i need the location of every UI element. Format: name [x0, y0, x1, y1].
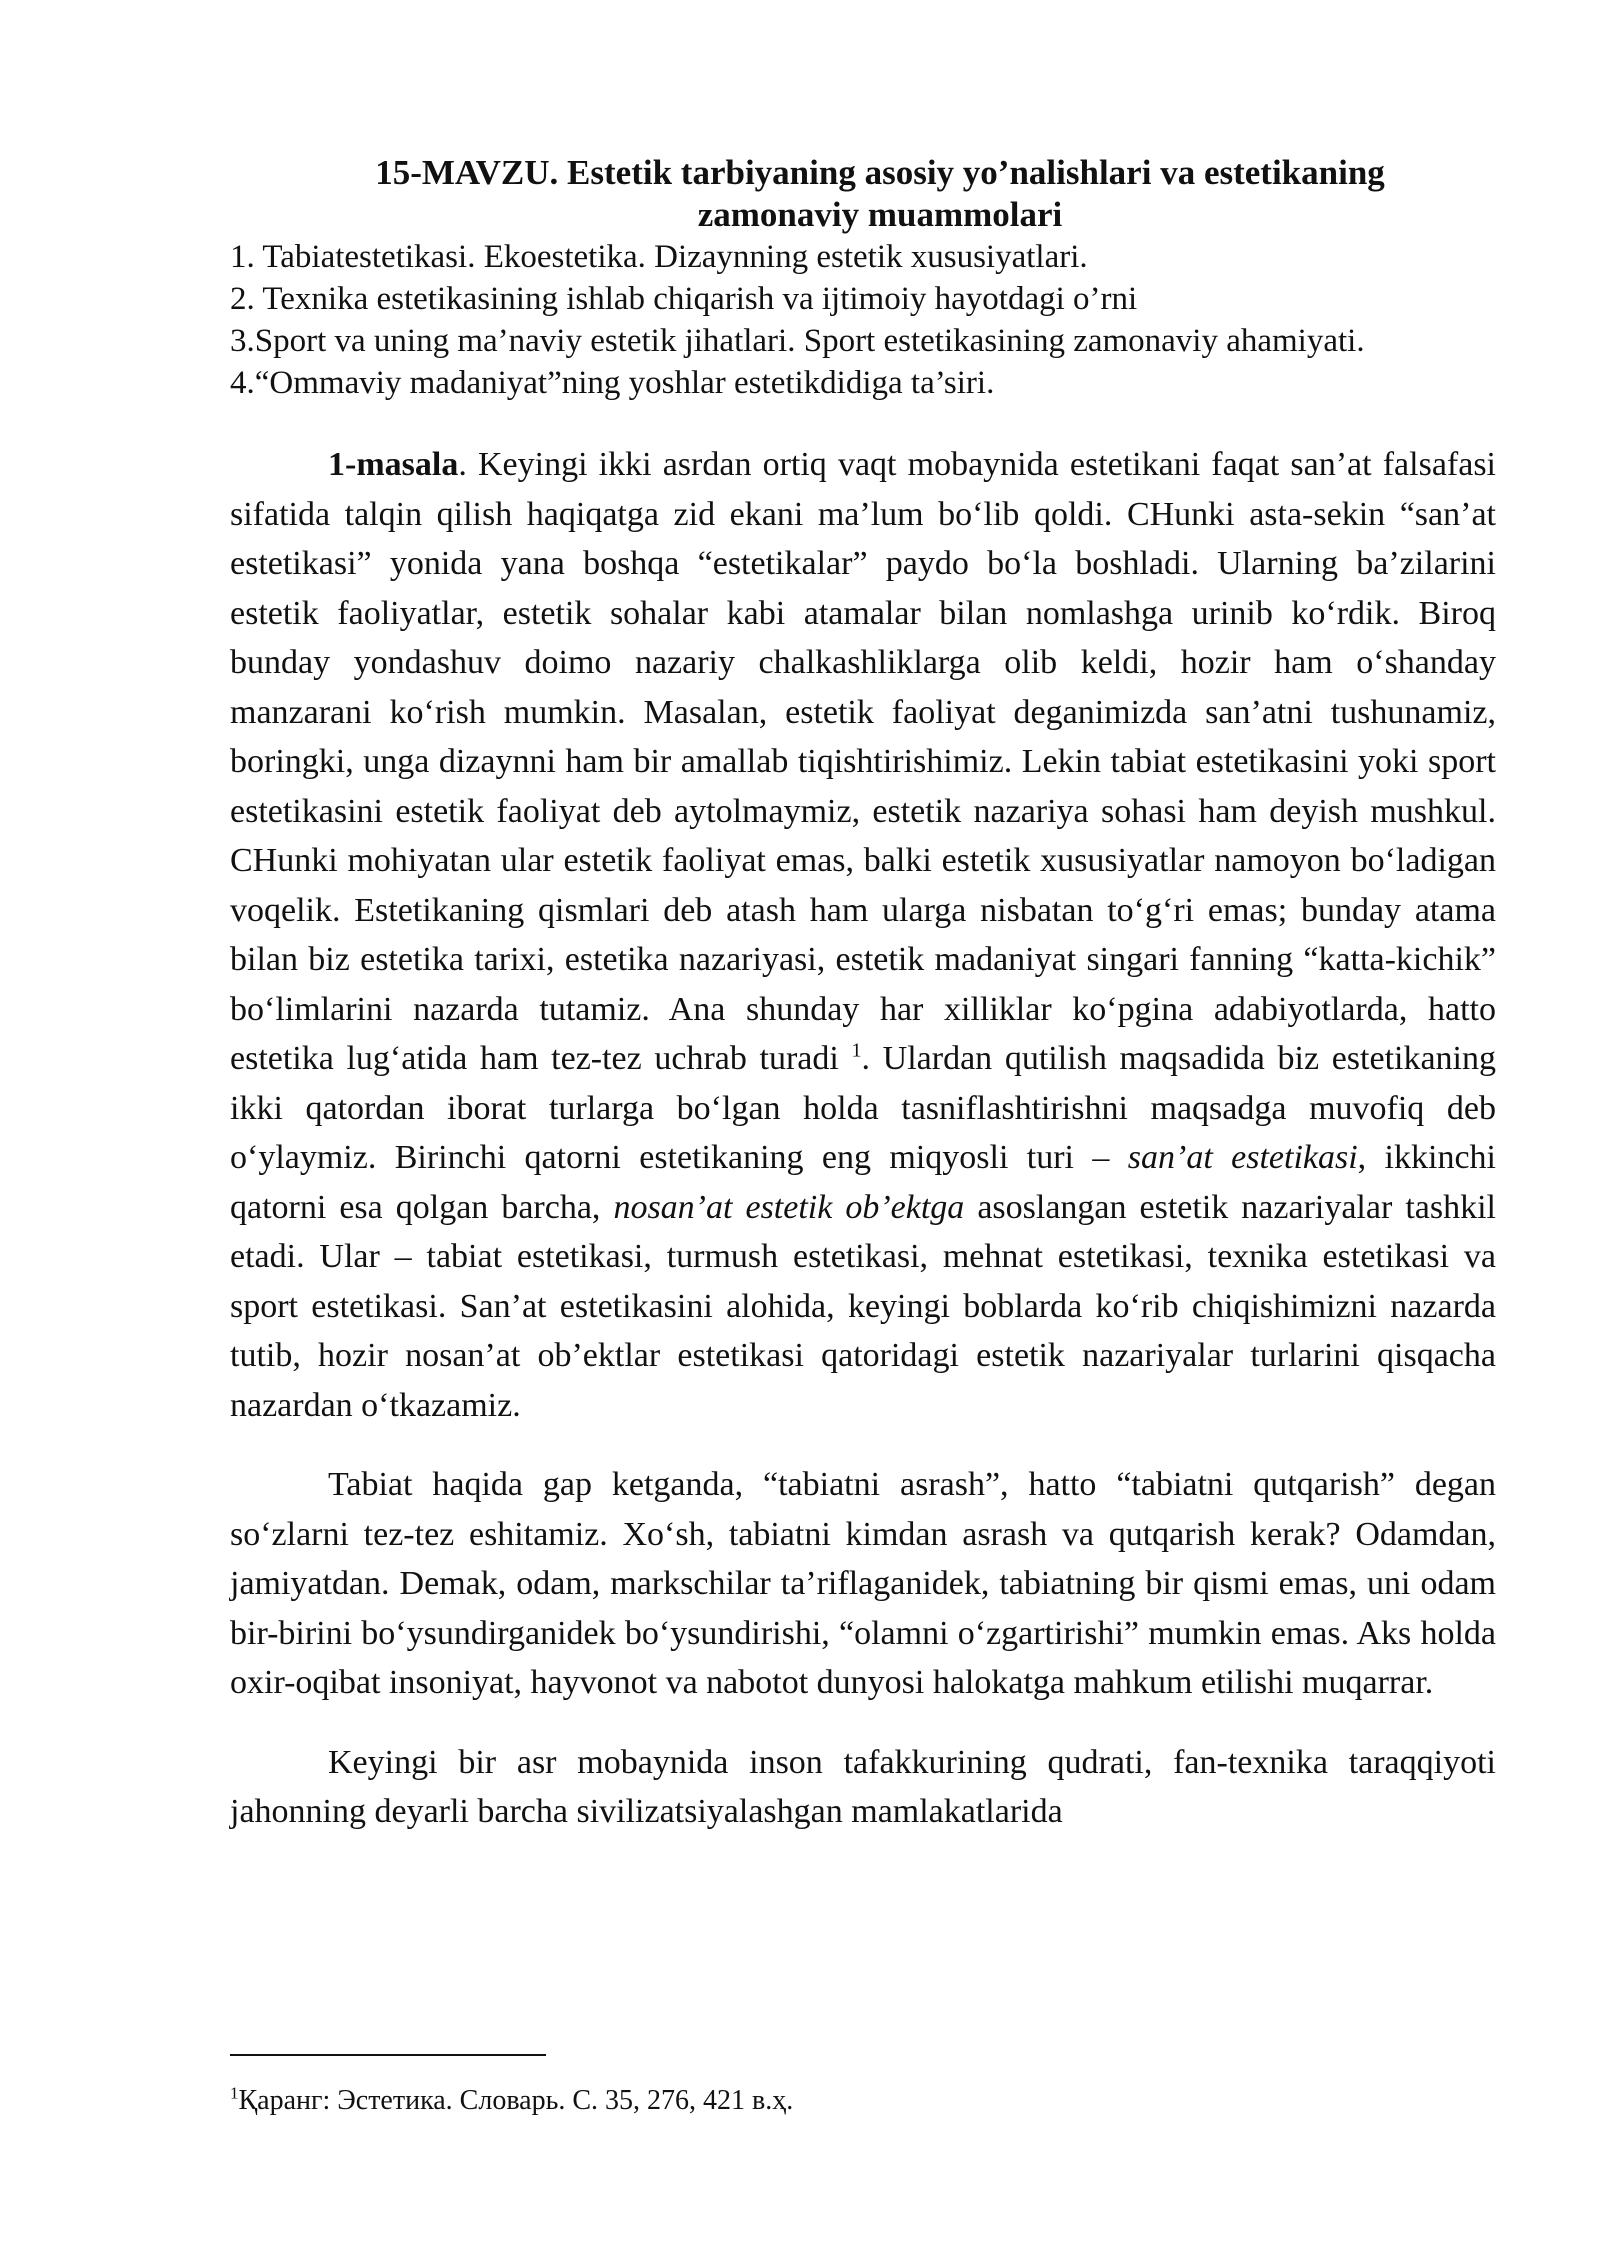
topic-outline — [230, 236, 1496, 404]
paragraph-1 — [230, 440, 1496, 1430]
paragraph-1-lead: 1-masala — [328, 446, 459, 483]
footnote — [230, 2084, 793, 2118]
paragraph-1-text-c: , ikkinchi qatorni esa qolgan barcha, — [230, 1139, 1496, 1226]
outline-item-1: 1. Tabiatestetikasi. Ekoestetika. Dizaynning estetik xususiyatlari. — [230, 239, 1088, 275]
paragraph-1-text-b: . Ulardan qutilish maqsadida biz estetikaning ikki qatordan iborat turlarga bo‘lgan holda tasniflashtirishni maqsadga muvofiq deb o‘ylaymiz. Birinchi qatorni estetikaning eng miqyosli turi – — [230, 1040, 1496, 1176]
title-line-1: 15-MAVZU. Estetik tarbiyaning asosiy yo’nalishlari va estetikaning — [375, 153, 1385, 192]
title-line-2: zamonaviy muammolari — [697, 195, 1063, 234]
paragraph-2: Tabiat haqida gap ketganda, “tabiatni asrash”, hatto “tabiatni qutqarish” degan so‘zlarni tez-tez eshitamiz. Xo‘sh, tabiatni kimdan asrash va qutqarish kerak? Odamdan, jamiyatdan. Demak, odam, markschilar ta’riflaganidek, tabiatning bir qismi emas, uni odam bir-birini bo‘ysundirganidek bo‘ysundirishi, “olamni o‘zgartirishi” mumkin emas. Aks holda oxir-oqibat insoniyat, hayvonot va nabotot dunyosi halokatga mahkum etilishi muqarrar. — [230, 1466, 1496, 1701]
paragraph-1-italic-1: san’at estetikasi — [1127, 1139, 1358, 1176]
paragraph-1-italic-2: nosan’at estetik ob’ektga — [613, 1188, 965, 1226]
paragraph-1-text-a: . Keyingi ikki asrdan ortiq vaqt mobaynida estetikani faqat san’at falsafasi sifatida talqin qilish haqiqatga zid ekani ma’lum bo‘lib qoldi. CHunki asta-sekin “san’at estetikasi” yonida yana boshqa “estetikalar” paydo bo‘la boshladi. Ularning ba’zilarini estetik faoliyatlar, estetik sohalar kabi atamalar bilan nomlashga urinib ko‘rdik. Biroq bunday yondashuv doimo nazariy chalkashliklarga olib keldi, hozir ham o‘shanday manzarani ko‘rish mumkin. Masalan, estetik faoliyat deganimizda san’atni tushunamiz, boringki, unga dizaynni ham bir amallab tiqishtirishimiz. Lekin tabiat estetikasini yoki sport estetikasini estetik faoliyat deb aytolmaymiz, estetik nazariya sohasi ham deyish mushkul. CHunki mohiyatan ular estetik faoliyat emas, balki estetik xususiyatlar namoyon bo‘ladigan voqelik. Estetikaning qismlari deb atash ham ularga nisbatan to‘g‘ri emas; bunday atama bilan biz estetika tarixi, estetika nazariyasi, estetik madaniyat singari fanning “katta-kichik” bo‘limlarini nazarda tutamiz. Ana shunday har xilliklar ko‘pgina adabiyotlarda, hatto estetika lug‘atida ham tez-tez uchrab turadi — [230, 446, 1496, 1077]
footnote-separator — [230, 2054, 546, 2056]
outline-item-2: 2. Texnika estetikasining ishlab chiqarish va ijtimoiy hayotdagi o’rni — [230, 281, 1138, 317]
outline-item-4: 4.“Ommaviy madaniyat”ning yoshlar estetikdidiga ta’siri. — [230, 365, 995, 401]
paragraph-3: Keyingi bir asr mobaynida inson tafakkurining qudrati, fan-texnika taraqqiyoti jahonning deyarli barcha sivilizatsiyalashgan mamlakatlarida — [230, 1743, 1496, 1830]
footnote-reference[interactable]: 1 — [851, 1039, 862, 1062]
page-title — [230, 152, 1496, 236]
footnote-text: Қаранг: Эстетика. Словарь. С. 35, 276, 421 в.ҳ. — [238, 2085, 794, 2116]
outline-item-3: 3.Sport va uning ma’naviy estetik jihatlari. Sport estetikasining zamonaviy ahamiyati. — [230, 323, 1365, 359]
document-page — [230, 152, 1496, 1837]
paragraph-1-text-d: asoslangan estetik nazariyalar tashkil etadi. Ular – tabiat estetikasi, turmush estetikasi, mehnat estetikasi, texnika estetikasi va sport estetikasi. San’at estetikasini alohida, keyingi boblarda ko‘rib chiqishimizni nazarda tutib, hozir nosan’at ob’ektlar estetikasi qatoridagi estetik nazariyalar turlarini qisqacha nazardan o‘tkazamiz. — [230, 1188, 1496, 1424]
footnote-mark: 1 — [230, 2083, 239, 2103]
